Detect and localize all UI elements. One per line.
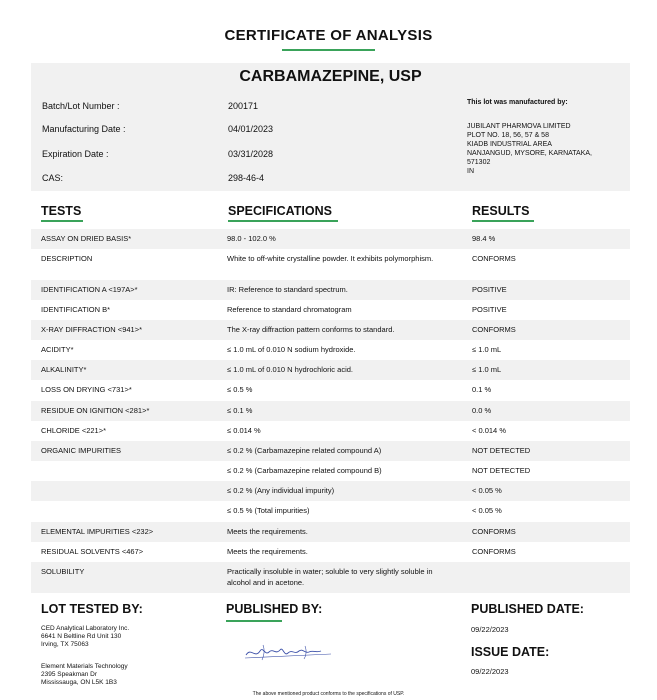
table-row [31, 481, 630, 501]
test-cell: IDENTIFICATION A <197A>* [41, 285, 138, 294]
spec-cell: 98.0 - 102.0 % [227, 234, 276, 243]
expiration-date-value: 03/31/2028 [228, 149, 274, 159]
lab-line: 2395 Speakman Dr [41, 671, 98, 678]
test-cell: IDENTIFICATION B* [41, 305, 111, 314]
tests-underline [41, 220, 83, 222]
test-cell: ALKALINITY* [41, 365, 87, 374]
result-cell: CONFORMS [472, 527, 516, 536]
cas-label: CAS: [42, 173, 64, 183]
result-cell: NOT DETECTED [472, 446, 531, 455]
manufacturer-line: IN [467, 168, 474, 175]
issue-date-value: 09/22/2023 [471, 667, 509, 676]
specifications-underline [228, 220, 338, 222]
result-cell: ≤ 1.0 mL [472, 345, 502, 354]
lab-line: Element Materials Technology [41, 663, 128, 670]
test-cell: ASSAY ON DRIED BASIS* [41, 234, 132, 243]
expiration-date-label: Expiration Date : [42, 149, 109, 159]
table-row [31, 380, 630, 401]
signature-image [243, 641, 338, 663]
result-cell: < 0.014 % [472, 426, 506, 435]
table-row [31, 360, 630, 380]
test-cell: LOSS ON DRYING <731>* [41, 385, 132, 394]
lab-line: CED Analytical Laboratory Inc. [41, 625, 130, 632]
table-row [31, 280, 630, 300]
test-cell: ACIDITY* [41, 345, 74, 354]
result-cell: 0.0 % [472, 406, 492, 415]
test-cell: SOLUBILITY [41, 567, 85, 576]
document-title: CERTIFICATE OF ANALYSIS [224, 27, 433, 44]
table-row [31, 320, 630, 340]
spec-cell: Meets the requirements. [227, 547, 308, 556]
spec-cell: ≤ 0.2 % (Carbamazepine related compound B) [227, 466, 382, 475]
published-by-heading: PUBLISHED BY: [226, 602, 323, 616]
manufacturing-date-value: 04/01/2023 [228, 124, 274, 134]
lab-line: 6641 N Beltline Rd Unit 130 [41, 633, 122, 640]
published-date-value: 09/22/2023 [471, 625, 509, 634]
spec-cell: ≤ 1.0 mL of 0.010 N hydrochloric acid. [227, 365, 353, 374]
test-cell: X-RAY DIFFRACTION <941>* [41, 325, 143, 334]
result-cell: NOT DETECTED [472, 466, 531, 475]
result-cell: 98.4 % [472, 234, 496, 243]
batch-label: Batch/Lot Number : [42, 101, 120, 111]
published-by-underline [226, 620, 282, 622]
table-row [31, 562, 630, 593]
table-row [31, 542, 630, 562]
table-row [31, 421, 630, 441]
table-row [31, 229, 630, 249]
table-row [31, 249, 630, 280]
spec-cell: Reference to standard chromatogram [227, 305, 352, 314]
lab-line: Mississauga, ON L5K 1B3 [41, 679, 117, 686]
spec-cell: IR: Reference to standard spectrum. [227, 285, 348, 294]
test-cell: DESCRIPTION [41, 254, 93, 263]
spec-cell: Practically insoluble in water; soluble to very slightly soluble in alcohol and in acetone. [227, 567, 433, 587]
result-cell: < 0.05 % [472, 506, 502, 515]
lab-address-2 [41, 663, 128, 687]
manufacturer-line: JUBILANT PHARMOVA LIMITED [467, 123, 571, 130]
spec-cell: ≤ 0.2 % (Carbamazepine related compound A) [227, 446, 382, 455]
test-cell: CHLORIDE <221>* [41, 426, 107, 435]
result-cell: CONFORMS [472, 254, 516, 263]
result-cell: CONFORMS [472, 547, 516, 556]
result-cell: POSITIVE [472, 285, 507, 294]
tests-column-header: TESTS [41, 204, 82, 218]
test-cell: ELEMENTAL IMPURITIES <232> [41, 527, 154, 536]
spec-cell: ≤ 1.0 mL of 0.010 N sodium hydroxide. [227, 345, 356, 354]
spec-cell: ≤ 0.014 % [227, 426, 261, 435]
product-name: CARBAMAZEPINE, USP [239, 68, 422, 85]
result-cell: ≤ 1.0 mL [472, 365, 502, 374]
published-date-heading: PUBLISHED DATE: [471, 602, 584, 616]
test-cell: RESIDUE ON IGNITION <281>* [41, 406, 150, 415]
table-row [31, 441, 630, 461]
footnote: The above mentioned product conforms to the specifications of USP. [252, 691, 405, 697]
spec-cell: ≤ 0.2 % (Any individual impurity) [227, 486, 335, 495]
result-cell: < 0.05 % [472, 486, 502, 495]
result-cell: 0.1 % [472, 385, 492, 394]
spec-cell: ≤ 0.5 % [227, 385, 253, 394]
manufacturer-line: NANJANGUD, MYSORE, KARNATAKA, [467, 150, 592, 157]
lot-tested-heading: LOT TESTED BY: [41, 602, 143, 616]
lab-line: Irving, TX 75063 [41, 641, 89, 648]
table-row [31, 501, 630, 522]
test-cell: ORGANIC IMPURITIES [41, 446, 122, 455]
spec-cell: ≤ 0.1 % [227, 406, 253, 415]
table-row [31, 300, 630, 320]
result-cell: CONFORMS [472, 325, 516, 334]
spec-cell: White to off-white crystalline powder. It exhibits polymorphism. [227, 254, 434, 263]
table-row [31, 522, 630, 542]
table-row [31, 461, 630, 481]
results-column-header: RESULTS [472, 204, 530, 218]
spec-cell: The X-ray diffraction pattern conforms to standard. [227, 325, 395, 334]
manufacturer-title: This lot was manufactured by: [467, 99, 568, 106]
result-cell: POSITIVE [472, 305, 507, 314]
batch-value: 200171 [228, 101, 259, 111]
results-underline [472, 220, 534, 222]
table-row [31, 340, 630, 360]
manufacturer-line: KIADB INDUSTRIAL AREA [467, 141, 552, 148]
issue-date-heading: ISSUE DATE: [471, 645, 550, 659]
cas-value: 298-46-4 [228, 173, 265, 183]
manufacturer-line: 571302 [467, 159, 491, 166]
lab-address-1 [41, 625, 129, 649]
spec-cell: ≤ 0.5 % (Total impurities) [227, 506, 310, 515]
manufacturing-date-label: Manufacturing Date : [42, 124, 126, 134]
title-underline [282, 49, 375, 51]
specifications-column-header: SPECIFICATIONS [228, 204, 332, 218]
manufacturer-line: PLOT NO. 18, 56, 57 & 58 [467, 132, 549, 139]
spec-cell: Meets the requirements. [227, 527, 308, 536]
table-row [31, 401, 630, 421]
test-cell: RESIDUAL SOLVENTS <467> [41, 547, 144, 556]
